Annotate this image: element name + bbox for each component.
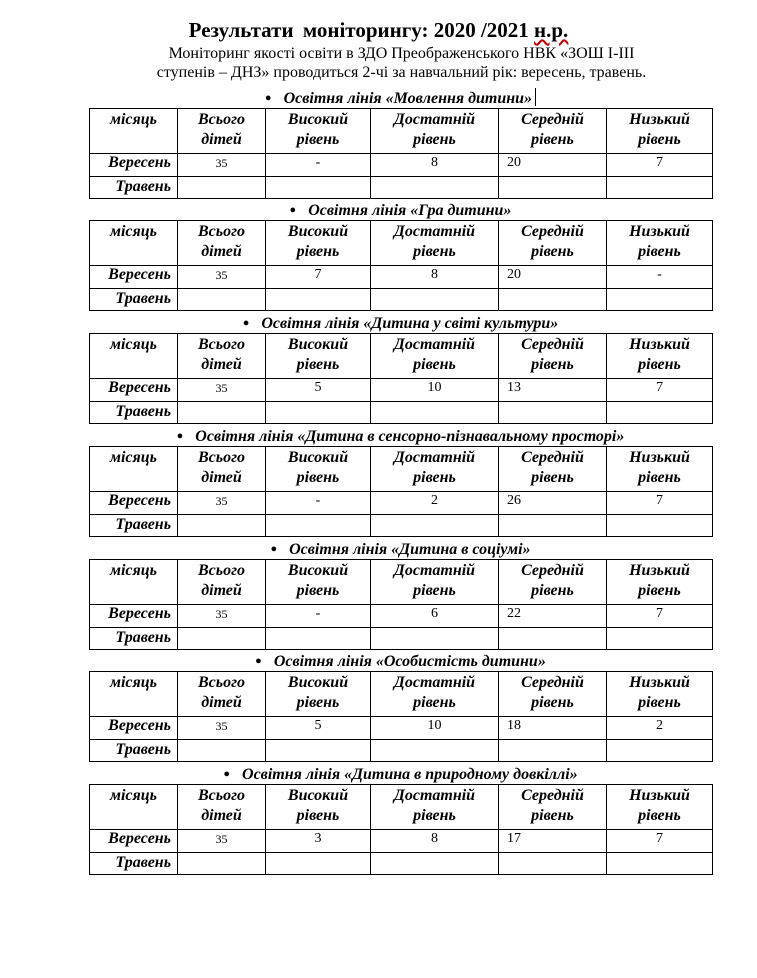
table-row-september <box>90 717 713 740</box>
month-label: Вересень <box>90 492 178 515</box>
table-header-row <box>90 334 713 379</box>
column-header: Достатній рівень <box>371 334 499 379</box>
column-header: Високий рівень <box>266 672 371 717</box>
empty-cell <box>607 402 713 424</box>
column-header: Достатній рівень <box>371 785 499 830</box>
text-cursor <box>535 88 536 106</box>
column-header: Всього дітей <box>178 785 266 830</box>
column-header: Низький рівень <box>607 447 713 492</box>
empty-cell <box>371 853 499 875</box>
table-header-row <box>90 785 713 830</box>
column-header: Середній рівень <box>499 109 607 154</box>
table-cell: 20 <box>499 266 607 289</box>
table-cell: 35 <box>178 492 266 515</box>
section-7 <box>89 764 712 875</box>
table-cell: 20 <box>499 154 607 177</box>
bullet-icon: ● <box>264 92 272 104</box>
column-header: Достатній рівень <box>371 672 499 717</box>
section-title <box>89 88 712 108</box>
empty-cell <box>371 177 499 199</box>
section-5 <box>89 539 712 650</box>
section-title-text: Освітня лінія «Дитина в соціумі» <box>289 541 531 558</box>
table-row-may <box>90 515 713 537</box>
bullet-icon: ● <box>270 543 278 555</box>
month-label: Вересень <box>90 154 178 177</box>
table-header-row <box>90 672 713 717</box>
column-header: Середній рівень <box>499 334 607 379</box>
table-cell: 35 <box>178 717 266 740</box>
table-row-may <box>90 289 713 311</box>
empty-cell <box>499 853 607 875</box>
section-4 <box>89 426 712 537</box>
month-label: Травень <box>90 515 178 537</box>
column-header: Всього дітей <box>178 672 266 717</box>
empty-cell <box>371 628 499 650</box>
column-header: Всього дітей <box>178 221 266 266</box>
column-header: місяць <box>90 109 178 154</box>
empty-cell <box>607 740 713 762</box>
empty-cell <box>607 289 713 311</box>
empty-cell <box>266 515 371 537</box>
month-label: Травень <box>90 853 178 875</box>
monitoring-table <box>89 671 713 762</box>
column-header: Низький рівень <box>607 221 713 266</box>
section-title-text: Освітня лінія «Особистість дитини» <box>273 653 546 670</box>
column-header: Високий рівень <box>266 447 371 492</box>
section-title-text: Освітня лінія «Гра дитини» <box>308 202 512 219</box>
table-row-september <box>90 492 713 515</box>
empty-cell <box>178 402 266 424</box>
column-header: Низький рівень <box>607 672 713 717</box>
column-header: Високий рівень <box>266 109 371 154</box>
empty-cell <box>178 740 266 762</box>
empty-cell <box>499 740 607 762</box>
table-cell: 18 <box>499 717 607 740</box>
table-cell: 13 <box>499 379 607 402</box>
empty-cell <box>266 628 371 650</box>
empty-cell <box>371 402 499 424</box>
column-header: Всього дітей <box>178 560 266 605</box>
empty-cell <box>178 853 266 875</box>
month-label: Вересень <box>90 379 178 402</box>
column-header: Достатній рівень <box>371 221 499 266</box>
section-2 <box>89 200 712 311</box>
month-label: Вересень <box>90 605 178 628</box>
empty-cell <box>371 289 499 311</box>
table-cell: 7 <box>607 154 713 177</box>
bullet-icon: ● <box>242 317 250 329</box>
table-row-may <box>90 853 713 875</box>
column-header: Високий рівень <box>266 560 371 605</box>
section-title <box>89 313 712 333</box>
table-row-september <box>90 605 713 628</box>
column-header: Достатній рівень <box>371 447 499 492</box>
column-header: Низький рівень <box>607 785 713 830</box>
table-row-september <box>90 379 713 402</box>
empty-cell <box>499 177 607 199</box>
month-label: Травень <box>90 177 178 199</box>
table-cell: 17 <box>499 830 607 853</box>
table-cell: 3 <box>266 830 371 853</box>
column-header: місяць <box>90 672 178 717</box>
table-cell: 35 <box>178 830 266 853</box>
table-cell: 7 <box>607 830 713 853</box>
table-cell: 7 <box>266 266 371 289</box>
section-title <box>89 539 712 559</box>
empty-cell <box>607 515 713 537</box>
table-cell: 10 <box>371 717 499 740</box>
spellcheck-underlined-suffix: н.р. <box>534 18 569 42</box>
empty-cell <box>266 402 371 424</box>
section-title-text: Освітня лінія «Дитина у світі культури» <box>261 315 559 332</box>
table-cell: 10 <box>371 379 499 402</box>
bullet-icon: ● <box>255 655 262 667</box>
column-header: Високий рівень <box>266 785 371 830</box>
table-header-row <box>90 560 713 605</box>
table-cell: 35 <box>178 379 266 402</box>
table-cell: 5 <box>266 379 371 402</box>
month-label: Травень <box>90 402 178 424</box>
empty-cell <box>499 515 607 537</box>
column-header: Низький рівень <box>607 109 713 154</box>
section-title <box>89 426 712 446</box>
column-header: Середній рівень <box>499 560 607 605</box>
table-row-september <box>90 266 713 289</box>
section-title-text: Освітня лінія «Дитина в сенсорно-пізнавальному просторі» <box>195 428 625 445</box>
table-cell: 35 <box>178 266 266 289</box>
table-row-may <box>90 628 713 650</box>
empty-cell <box>178 177 266 199</box>
empty-cell <box>266 177 371 199</box>
empty-cell <box>607 628 713 650</box>
empty-cell <box>178 289 266 311</box>
month-label: Вересень <box>90 830 178 853</box>
column-header: Всього дітей <box>178 109 266 154</box>
month-label: Вересень <box>90 266 178 289</box>
table-row-may <box>90 402 713 424</box>
empty-cell <box>266 289 371 311</box>
table-cell: 8 <box>371 266 499 289</box>
table-cell: 2 <box>607 717 713 740</box>
monitoring-table <box>89 446 713 537</box>
bullet-icon: ● <box>223 768 231 780</box>
empty-cell <box>607 177 713 199</box>
section-title-text: Освітня лінія «Мовлення дитини» <box>283 90 533 107</box>
empty-cell <box>499 628 607 650</box>
column-header: Високий рівень <box>266 221 371 266</box>
table-cell: 35 <box>178 154 266 177</box>
empty-cell <box>266 740 371 762</box>
month-label: Травень <box>90 628 178 650</box>
column-header: Низький рівень <box>607 560 713 605</box>
table-cell: 26 <box>499 492 607 515</box>
intro-line-2: ступенів – ДНЗ» проводиться 2-чі за навчальний рік: вересень, травень. <box>156 64 647 81</box>
monitoring-table <box>89 220 713 311</box>
table-row-september <box>90 830 713 853</box>
table-header-row <box>90 221 713 266</box>
table-row-may <box>90 740 713 762</box>
intro-line-1: Моніторинг якості освіти в ЗДО Преображенського НВК «ЗОШ І-ІІІ <box>168 45 635 62</box>
monitoring-table <box>89 108 713 199</box>
table-cell: - <box>266 492 371 515</box>
column-header: Достатній рівень <box>371 109 499 154</box>
column-header: місяць <box>90 334 178 379</box>
column-header: місяць <box>90 447 178 492</box>
table-cell: 8 <box>371 154 499 177</box>
empty-cell <box>178 628 266 650</box>
table-cell: 22 <box>499 605 607 628</box>
column-header: Низький рівень <box>607 334 713 379</box>
table-cell: - <box>266 605 371 628</box>
table-header-row <box>90 447 713 492</box>
table-cell: 7 <box>607 605 713 628</box>
monitoring-table <box>89 559 713 650</box>
section-6 <box>89 651 712 762</box>
empty-cell <box>266 853 371 875</box>
empty-cell <box>178 515 266 537</box>
table-cell: - <box>266 154 371 177</box>
section-3 <box>89 313 712 424</box>
column-header: Середній рівень <box>499 447 607 492</box>
table-cell: 5 <box>266 717 371 740</box>
intro-text <box>0 44 757 82</box>
section-title <box>89 200 712 220</box>
empty-cell <box>371 740 499 762</box>
month-label: Травень <box>90 740 178 762</box>
monitoring-table <box>89 333 713 424</box>
column-header: місяць <box>90 221 178 266</box>
section-title <box>89 764 712 784</box>
month-label: Вересень <box>90 717 178 740</box>
empty-cell <box>607 853 713 875</box>
column-header: Всього дітей <box>178 334 266 379</box>
page-title: Результати моніторингу: 2020 /2021 н.р. <box>188 18 569 42</box>
table-header-row <box>90 109 713 154</box>
column-header: Середній рівень <box>499 221 607 266</box>
column-header: Середній рівень <box>499 672 607 717</box>
column-header: Високий рівень <box>266 334 371 379</box>
bullet-icon: ● <box>176 430 184 442</box>
section-title <box>89 651 712 671</box>
column-header: місяць <box>90 560 178 605</box>
empty-cell <box>499 289 607 311</box>
table-cell: 35 <box>178 605 266 628</box>
section-title-text: Освітня лінія «Дитина в природному довкіллі» <box>242 766 578 783</box>
column-header: Достатній рівень <box>371 560 499 605</box>
table-cell: 7 <box>607 492 713 515</box>
section-1 <box>89 88 712 199</box>
table-row-september <box>90 154 713 177</box>
table-cell: 2 <box>371 492 499 515</box>
monitoring-table <box>89 784 713 875</box>
table-cell: 6 <box>371 605 499 628</box>
table-row-may <box>90 177 713 199</box>
column-header: Всього дітей <box>178 447 266 492</box>
month-label: Травень <box>90 289 178 311</box>
empty-cell <box>371 515 499 537</box>
column-header: місяць <box>90 785 178 830</box>
table-cell: - <box>607 266 713 289</box>
table-cell: 8 <box>371 830 499 853</box>
bullet-icon: ● <box>289 204 297 216</box>
table-cell: 7 <box>607 379 713 402</box>
column-header: Середній рівень <box>499 785 607 830</box>
empty-cell <box>499 402 607 424</box>
